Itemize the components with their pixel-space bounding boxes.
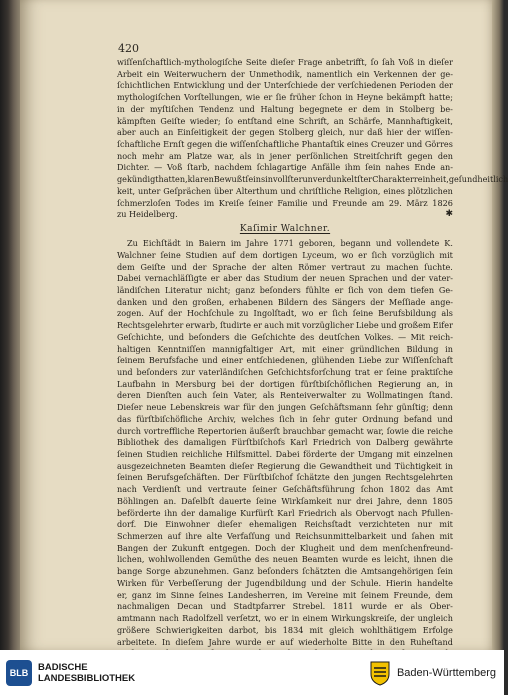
text-line: ſchaftliche Ernſt gegen die wiſſenſchaftliche Phantaſtik eines Creuzer und Görres: [117, 139, 453, 150]
blb-logo-icon: BLB: [6, 660, 32, 686]
text-line: Laufbahn in Mersburg bei der dortigen fürſtbiſchöflichen Regierung an, in: [117, 378, 453, 389]
blb-name-line1: BADISCHE: [38, 661, 88, 673]
text-line: das fürſtbiſchöfliche Archiv, welches ſich in ſehr guter Ordnung befand und: [117, 413, 453, 424]
paragraph-walchner: [117, 238, 453, 660]
text-line: Zu Eichſtädt in Baiern im Jahre 1771 geboren, begann und vollendete K.: [127, 238, 453, 249]
text-line: Wirken für Verbeſſerung der Jugendbildung und der Schule. Hierin handelte: [117, 577, 453, 588]
text-line: dem Geiſte und der Sprache der alten Römer vertraut zu machen ſuchte.: [117, 261, 453, 272]
text-line: aber auch an Einſeitigkeit der gegen Stolberg gleich, nur daß hier der wiſſen-: [117, 127, 453, 138]
blb-name: [38, 662, 135, 684]
text-line: Dieſer neue Lebenskreis war für den jungen Geſchäftsmann ſehr günſtig; denn: [117, 402, 453, 413]
text-line: deren Dienſten auch ſein Vater, als Renteiverwalter zu Wollmatingen ſtand.: [117, 390, 453, 401]
text-line: ſchichtlichen Entwicklung und der Unterſchiede der verſchiedenen Perioden der: [117, 80, 453, 91]
book-spine-edge: [0, 0, 20, 650]
paragraph-last-line-text: zu Heidelberg.: [117, 209, 178, 220]
text-line: arbeitete. In dieſem Jahre wurde er auf wiederholte Bitte in den Ruheſtand: [117, 636, 453, 647]
text-line: beförderte ihn der damalige Kurfürſt Karl Friedrich als Obervogt nach Pfullen-: [117, 507, 453, 518]
text-line: durch vortreffliche Repertorien äußerſt brauchbar gemacht war, ſowie die reiche: [117, 425, 453, 436]
blb-brand[interactable]: [6, 660, 135, 686]
page-number: 420: [118, 42, 139, 55]
text-line: Bibliothek des damaligen Fürſtbiſchofs Karl Friedrich von Dalberg gewährte: [117, 437, 453, 448]
text-line: Walchner ſeine Studien auf dem dortigen Lyceum, wo er ſich vorzüglich mit: [117, 249, 453, 260]
text-line: noch mehr am Platze war, als in jener perſönlichen Streitſchrift gegen den: [117, 150, 453, 161]
blb-name-line2: LANDESBIBLIOTHEK: [38, 672, 136, 684]
text-line: größere Schwierigkeiten darbot, bis 1834 mit gleich wohlthätigem Erfolge: [117, 624, 453, 635]
text-line: bange Sorge abzunehmen. Ganz beſonders ſchätzten die Amtsangehörigen ſein: [117, 566, 453, 577]
text-line: ſeinen Berufsgeſchäften. Der Fürſtbiſchof ſchätzte den jungen Rechtsgelehrten: [117, 472, 453, 483]
text-line: mythologiſchen Vorſtellungen, wie er ſie früher ſchon in Heyne bekämpft hatte;: [117, 92, 453, 103]
bw-brand[interactable]: [369, 660, 496, 686]
page-text: [117, 57, 508, 660]
text-line: dorf. Die Einwohner dieſer ehemaligen Reichsſtadt verzichteten nur mit: [117, 519, 453, 530]
text-line: nachmaligen Decan und Stadtpfarrer Strebel. 1811 wurde er als Ober-: [117, 601, 453, 612]
text-line: Dabei vernachläſſigte er aber das Studium der neuen Sprachen und der vater-: [117, 273, 453, 284]
text-line: und beſonders zur vaterländiſchen Geſchichtsforſchung trat er ſeine praktiſche: [117, 366, 453, 377]
section-heading: [117, 221, 453, 238]
text-line: in der myſtiſchen Tendenz und Haltung begegnete er dem in Stolberg be-: [117, 103, 453, 114]
text-line: keit, unter Geſprächen über Alterthum und chriſtliche Religion, eines plötzlichen: [117, 185, 453, 196]
text-line: wiſſenſchaftlich-mythologiſche Seite dieſer Frage anbetrifft, ſo ſah Voß in dieſer: [117, 57, 453, 67]
text-line: haltigen Kenntniſſen mannigfaltiger Art, mit einer gründlichen Bildung in: [117, 343, 453, 354]
footer-bar: [0, 650, 504, 695]
text-line: gekündigt hatten, klaren Bewußtſeins in vollſter unverdunkeltſter Charakterreinheit, geſundheitlich: [117, 174, 508, 185]
text-line: Arbeit ein Weiterwuchern der Unmethodik, namentlich ein Verkennen der ge-: [117, 68, 453, 79]
text-line: kämpften Geiſte wieder; ſo entſtand eine Schrift, an Schärfe, Mannhaftigkeit,: [117, 115, 453, 126]
text-line: er, ganz im Sinne ſeines Landesherren, im Vereine mit ſeinem Freunde, dem: [117, 589, 453, 600]
section-end-mark: ✱: [445, 209, 453, 220]
bw-name: Baden-Württemberg: [396, 666, 496, 679]
text-line: nach Verdienſt und vertraute ſeiner Geſchäftsführung ſchon 1802 das Amt: [117, 484, 453, 495]
text-line: danken und den großen, erhabenen Bildern des Sängers der Meſſiade ange-: [117, 296, 453, 307]
text-line: Bangen der Zukunft entgegen. Doch der Klugheit und dem menſchenfreund-: [117, 542, 453, 553]
text-line: ländiſchen Literatur nicht; ganz beſonders fühlte er ſich von dem tiefen Ge-: [117, 284, 453, 295]
text-line: ſeinen Studien reichliche Hilfsmittel. Dabei förderte der Umgang mit einzelnen: [117, 449, 453, 459]
text-line: ſeinem Berufsfache und einer entſchiedenen, glühenden Liebe zur Wiſſenſchaft: [117, 355, 453, 366]
text-line: amtmann nach Radolfzell verſetzt, wo er in einem Wirkungskreiſe, der ungleich: [117, 613, 453, 624]
section-heading-text: Kaſimir Walchner.: [239, 224, 331, 235]
text-line: lichen, wohlwollenden Gemüthe des neuen Beamten wurde es leicht, ihnen die: [117, 554, 453, 565]
paragraph-voss-ending: [117, 57, 508, 209]
text-line: Dichter. — Voß ſtarb, nachdem ſchlagartige Anfälle ihm ſein nahes Ende an-: [117, 162, 453, 173]
page-edge-shadow: [492, 0, 504, 650]
bw-crest-icon: [369, 660, 391, 686]
text-line: ſchmerzloſen Todes im Kreiſe ſeiner Familie und Freunde am 29. März 1826: [117, 197, 453, 208]
paragraph-last-line: [117, 209, 453, 221]
text-line: Schmerzen auf ihre alte Verfaſſung und Reichsunmittelbarkeit und ſahen mit: [117, 531, 453, 542]
text-line: ausgezeichneten Beamten dieſer Regierung die Gewandtheit und Tüchtigkeit in: [117, 460, 453, 471]
text-line: Geſchichte, und beſonders die Geſchichte des deutſchen Volkes. — Mit reich-: [117, 331, 453, 342]
text-line: Böhlingen an. Daſelbſt dauerte ſeine Wirkſamkeit nur drei Jahre, denn 1805: [117, 495, 453, 506]
text-line: Rechtsgelehrter erwarb, ſtudirte er auch mit vorzüglicher Liebe und großem Eifer: [117, 320, 453, 331]
text-line: zogen. Auf der Hochſchule zu Ingolſtadt, wo er ſich ſeine Berufsbildung als: [117, 308, 453, 319]
